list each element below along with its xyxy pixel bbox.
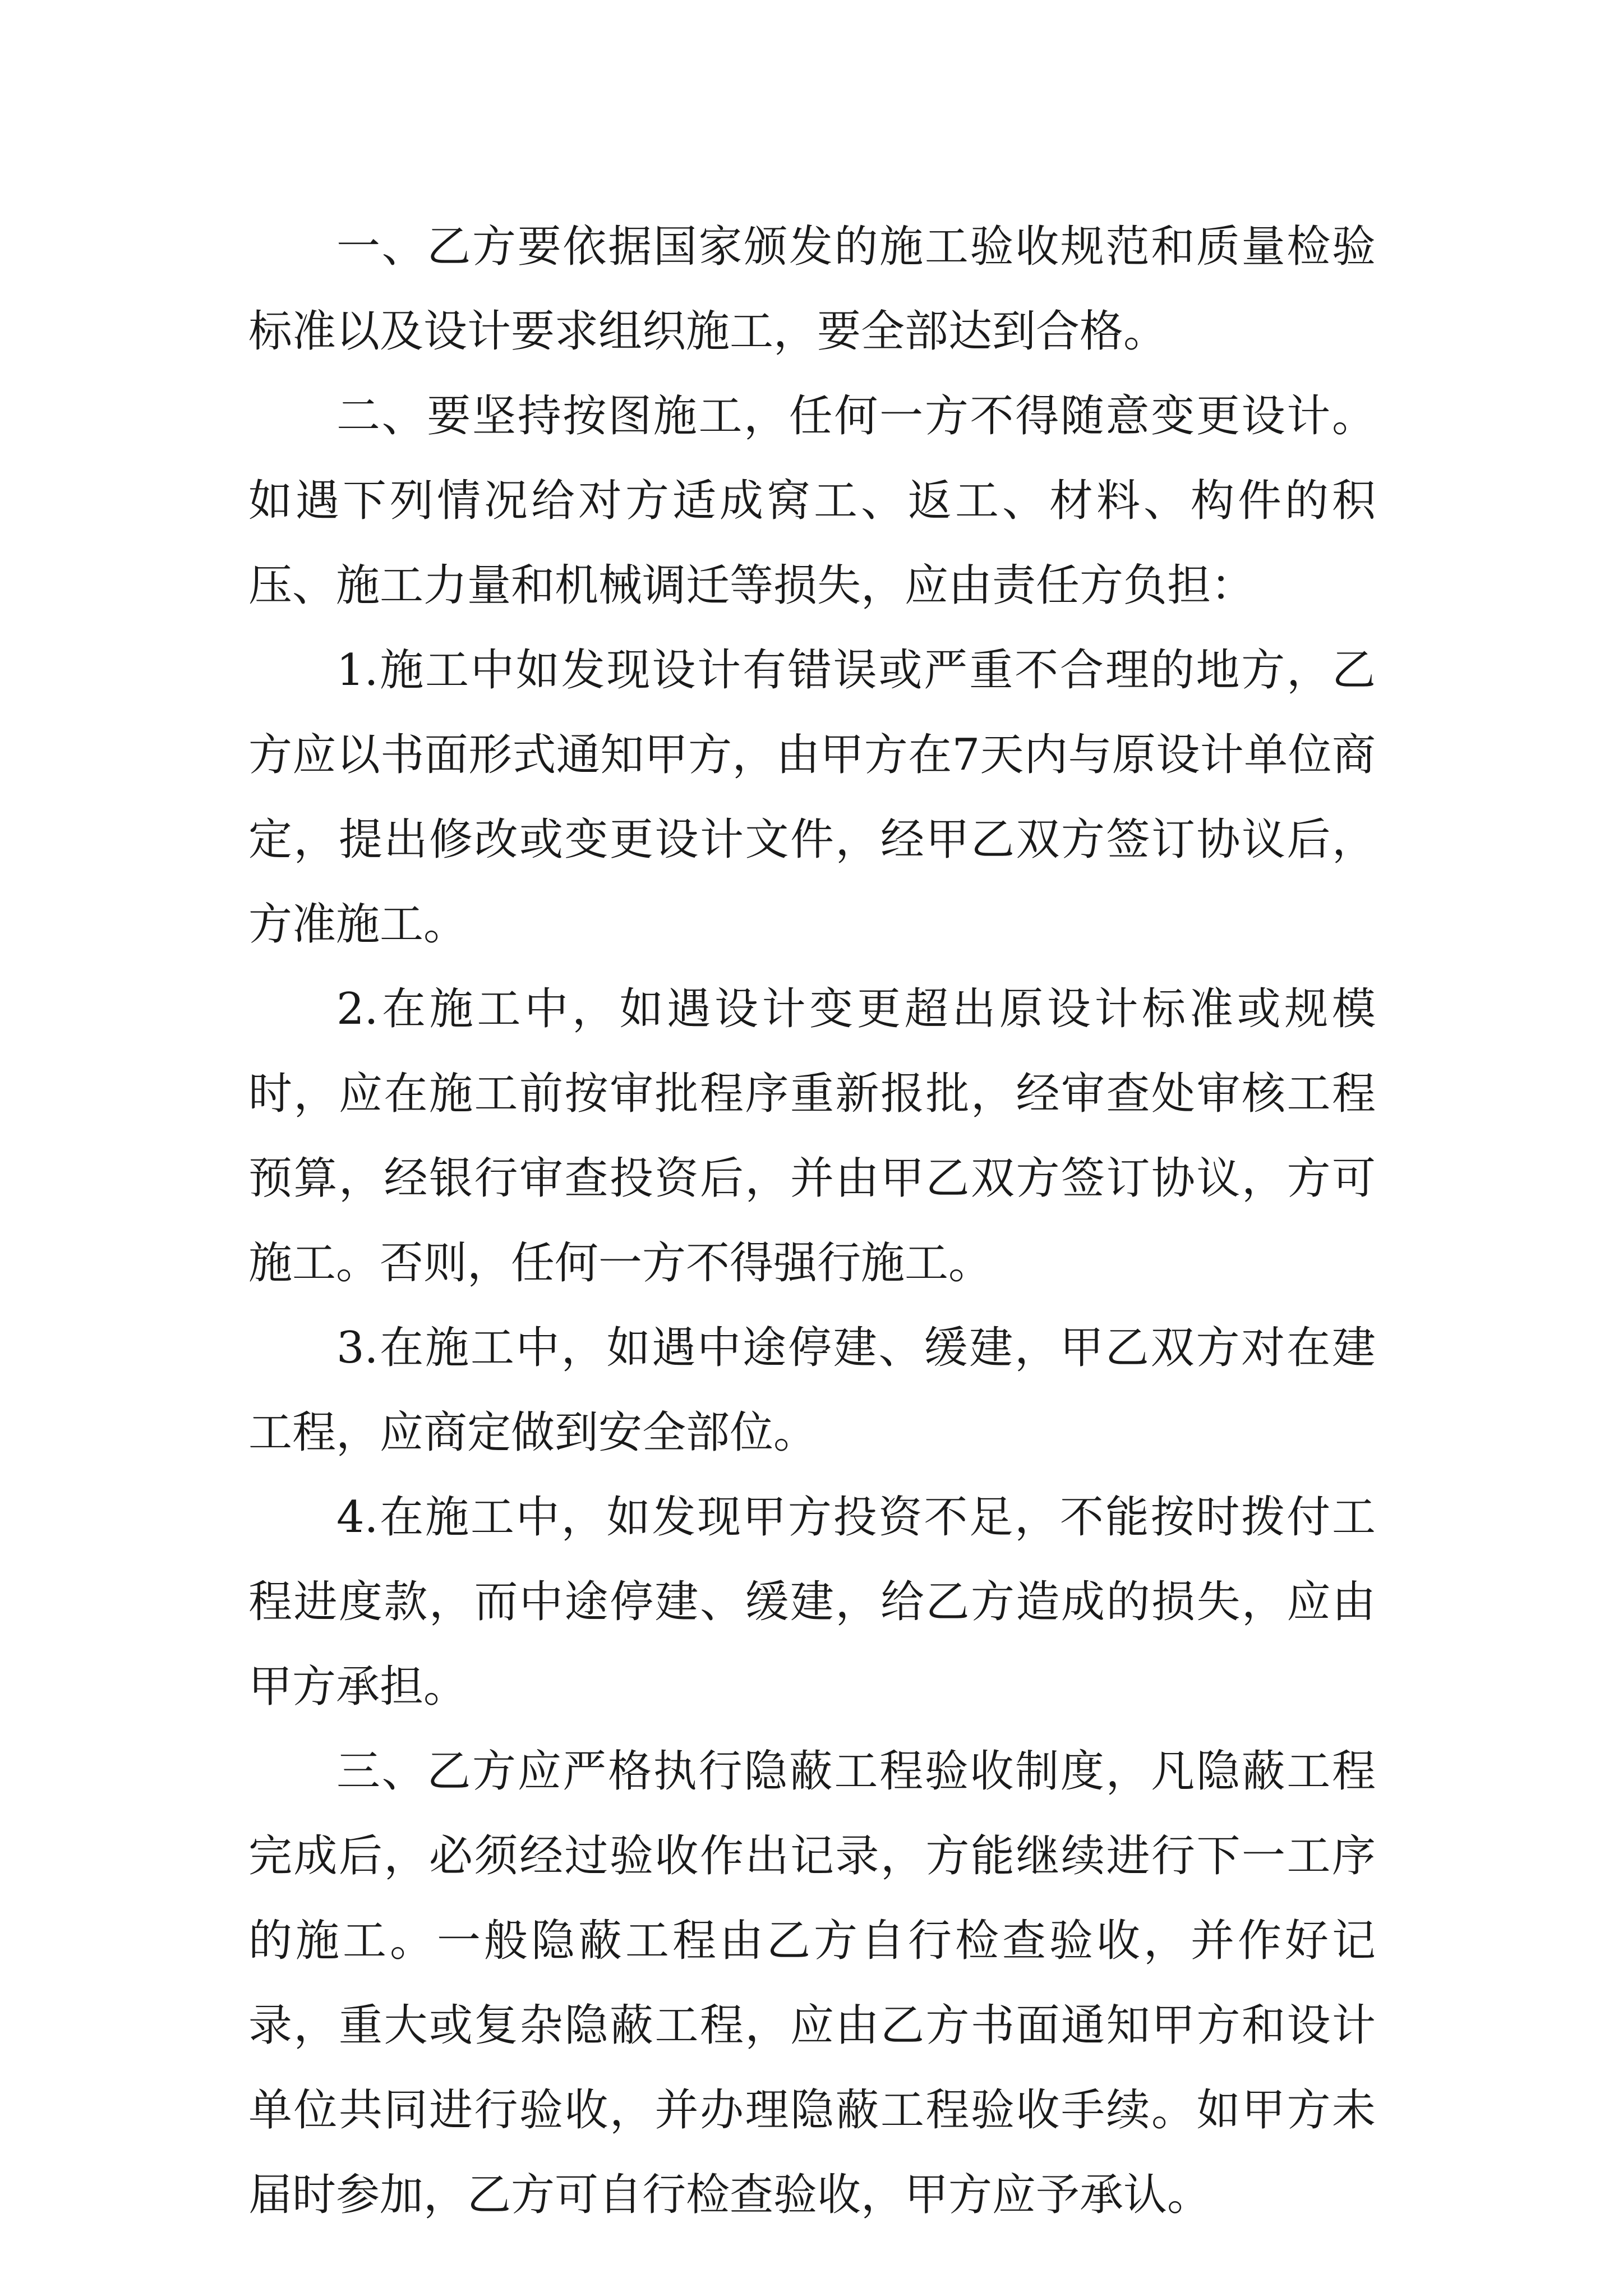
paragraph-item-1: 1.施工中如发现设计有错误或严重不合理的地方，乙方应以书面形式通知甲方，由甲方在7天内与原设计单位商定，提出修改或变更设计文件，经甲乙双方签订协议后，方准施工。 bbox=[248, 645, 1376, 950]
paragraph-item-2: 2.在施工中，如遇设计变更超出原设计标准或规模时，应在施工前按审批程序重新报批，经审查处审核工程预算，经银行审查投资后，并由甲乙双方签订协议，方可施工。否则，任何一方不得强行施工。 bbox=[248, 984, 1376, 1289]
paragraph-clause-3: 三、乙方应严格执行隐蔽工程验收制度，凡隐蔽工程完成后，必须经过验收作出记录，方能继续进行下一工序的施工。一般隐蔽工程由乙方自行检查验收，并作好记录，重大或复杂隐蔽工程，应由乙方书面通知甲方和设计单位共同进行验收，并办理隐蔽工程验收手续。如甲方未届时参加，乙方可自行检查验收，甲方应予承认。 bbox=[248, 1746, 1376, 2220]
paragraph-clause-1: 一、乙方要依据国家颁发的施工验收规范和质量检验标准以及设计要求组织施工，要全部达到合格。 bbox=[248, 222, 1376, 357]
paragraph-item-4: 4.在施工中，如发现甲方投资不足，不能按时拨付工程进度款，而中途停建、缓建，给乙方造成的损失，应由甲方承担。 bbox=[248, 1492, 1376, 1712]
paragraph-clause-2: 二、要坚持按图施工，任何一方不得随意变更设计。如遇下列情况给对方适成窝工、返工、材料、构件的积压、施工力量和机械调迁等损失，应由责任方负担： bbox=[248, 391, 1376, 611]
document-body bbox=[248, 205, 1376, 2238]
paragraph-item-3: 3.在施工中，如遇中途停建、缓建，甲乙双方对在建工程，应商定做到安全部位。 bbox=[248, 1323, 1376, 1458]
